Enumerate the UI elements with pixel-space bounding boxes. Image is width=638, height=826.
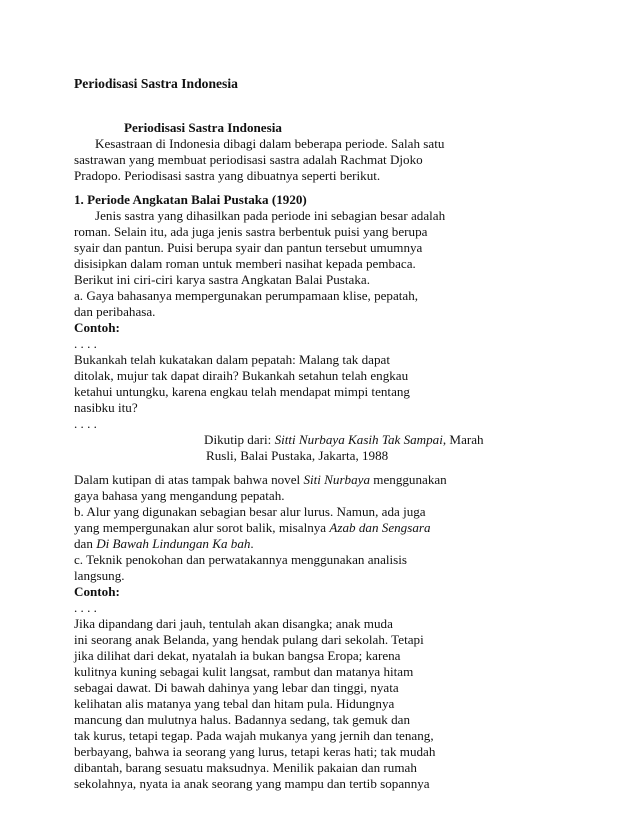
point-c-line: c. Teknik penokohan dan perwatakannya menggunakan analisis [74,552,407,567]
paragraph-line: dan peribahasa. [74,304,156,319]
analysis-line [74,472,447,488]
quote-line: kulitnya kuning sebagai kulit langsat, rambut dan matanya hitam [74,664,414,679]
analysis-post: menggunakan [370,472,447,487]
point-b-line [74,520,431,536]
quote-line: ditolak, mujur tak dapat diraih? Bukankah setahun telah engkau [74,368,409,383]
point-b-line: b. Alur yang digunakan sebagian besar alur lurus. Namun, ada juga [74,504,426,519]
quote-line: ini seorang anak Belanda, yang hendak pulang dari sekolah. Tetapi [74,632,424,647]
quote-line: berbayang, bahwa ia seorang yang lurus, tetapi keras hati; tak mudah [74,744,436,759]
citation-title: Sitti Nurbaya Kasih Tak Sampai [274,432,443,447]
analysis-pre: Dalam kutipan di atas tampak bahwa novel [74,472,304,487]
quote-line: tak kurus, tetapi tegap. Pada wajah mukanya yang jernih dan tenang, [74,728,434,743]
paragraph-line: a. Gaya bahasanya mempergunakan perumpamaan klise, pepatah, [74,288,419,303]
quote-line: sekolahnya, nyata ia anak seorang yang mampu dan tertib sopannya [74,776,430,791]
point-b-pre: yang mempergunakan alur sorot balik, misalnya [74,520,330,535]
intro-line: sastrawan yang membuat periodisasi sastra adalah Rachmat Djoko [74,152,423,167]
quote-line: kelihatan alis matanya yang tebal dan hitam pula. Hidungnya [74,696,395,711]
quote-line: Bukankah telah kukatakan dalam pepatah: Malang tak dapat [74,352,390,367]
contoh-label: Contoh: [74,584,120,599]
citation-line: Rusli, Balai Pustaka, Jakarta, 1988 [206,448,389,463]
point-b-line [74,536,254,552]
quote-line: Jika dipandang dari jauh, tentulah akan disangka; anak muda [74,616,393,631]
quote-line: dibantah, barang sesuatu maksudnya. Menilik pakaian dan rumah [74,760,417,775]
analysis-line: gaya bahasa yang mengandung pepatah. [74,488,285,503]
quote-line: jika dilihat dari dekat, nyatalah ia bukan bangsa Eropa; karena [74,648,401,663]
paragraph-line: roman. Selain itu, ada juga jenis sastra berbentuk puisi yang berupa [74,224,428,239]
citation-suffix: , Marah [442,432,484,447]
section-heading: 1. Periode Angkatan Balai Pustaka (1920) [74,192,307,207]
intro-line: Kesastraan di Indonesia dibagi dalam beberapa periode. Salah satu [95,136,445,151]
quote-line: nasibku itu? [74,400,138,415]
paragraph-line: Jenis sastra yang dihasilkan pada periode ini sebagian besar adalah [95,208,446,223]
intro-line: Pradopo. Periodisasi sastra yang dibuatnya seperti berikut. [74,168,381,183]
contoh-label: Contoh: [74,320,120,335]
analysis-title: Siti Nurbaya [303,472,370,487]
paragraph-line: syair dan pantun. Puisi berupa syair dan pantun tersebut umumnya [74,240,423,255]
page-title: Periodisasi Sastra Indonesia [74,76,238,91]
ellipsis: . . . . [74,600,97,615]
point-b-title: Azab dan Sengsara [329,520,431,535]
quote-line: ketahui untungku, karena engkau telah mendapat mimpi tentang [74,384,410,399]
ellipsis: . . . . [74,416,97,431]
citation [204,432,484,448]
point-b-pre: dan [74,536,97,551]
quote-line: mancung dan mulutnya halus. Badannya sedang, tak gemuk dan [74,712,410,727]
point-c-line: langsung. [74,568,125,583]
point-b-title: Di Bawah Lindungan Ka bah [96,536,251,551]
ellipsis: . . . . [74,336,97,351]
paragraph-line: Berikut ini ciri-ciri karya sastra Angkatan Balai Pustaka. [74,272,370,287]
point-b-post: . [250,536,254,551]
citation-prefix: Dikutip dari: [204,432,275,447]
subtitle: Periodisasi Sastra Indonesia [124,120,282,135]
quote-line: sebagai dawat. Di bawah dahinya yang lebar dan tinggi, nyata [74,680,399,695]
paragraph-line: disisipkan dalam roman untuk memberi nasihat kepada pembaca. [74,256,416,271]
